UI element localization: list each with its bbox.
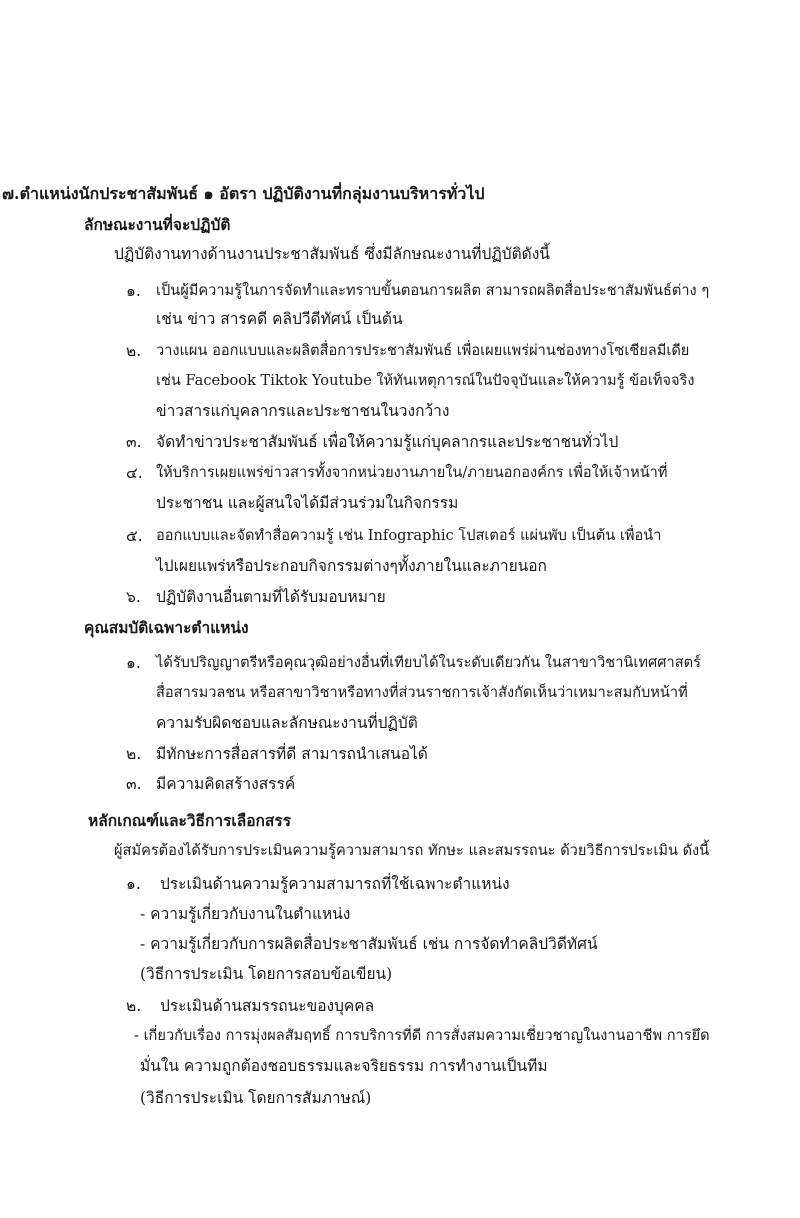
duties-intro: ปฏิบัติงานทางด้านงานประชาสัมพันธ์ ซึ่งมีลักษณะงานที่ปฏิบัติดังนี้ [114, 245, 550, 263]
duty-line: ไปเผยแพร่หรือประกอบกิจกรรมต่างๆทั้งภายในและภายนอก [156, 557, 547, 575]
duty-number: ๓. [126, 433, 142, 451]
qualification-number: ๓. [126, 775, 142, 793]
duty-number: ๒. [126, 342, 142, 360]
selection-number: ๒. [126, 997, 142, 1015]
qualification-line: มีทักษะการสื่อสารที่ดี สามารถนำเสนอได้ [156, 745, 428, 763]
qualification-line: มีความคิดสร้างสรรค์ [156, 775, 296, 793]
selection-sub: - เกี่ยวกับเรื่อง การมุ่งผลสัมฤทธิ์ การบริการที่ดี การสั่งสมความเชี่ยวชาญในงานอาชีพ การยึด [134, 1027, 710, 1044]
selection-sub: - ความรู้เกี่ยวกับการผลิตสื่อประชาสัมพันธ์ เช่น การจัดทำคลิปวิดีทัศน์ [140, 935, 598, 953]
duty-line: ออกแบบและจัดทำสื่อความรู้ เช่น Infographic โปสเตอร์ แผ่นพับ เป็นต้น เพื่อนำ [156, 527, 662, 544]
selection-method: (วิธีการประเมิน โดยการสัมภาษณ์) [140, 1089, 372, 1107]
qualification-line: สื่อสารมวลชน หรือสาขาวิชาหรือทางที่ส่วนราชการเจ้าสังกัดเห็นว่าเหมาะสมกับหน้าที่ [156, 684, 688, 701]
selection-label: ประเมินด้านความรู้ความสามารถที่ใช้เฉพาะตำแหน่ง [160, 875, 510, 893]
qualification-line: ได้รับปริญญาตรีหรือคุณวุฒิอย่างอื่นที่เทียบได้ในระดับเดียวกัน ในสาขาวิชานิเทศศาสตร์ [156, 654, 701, 671]
duty-line: เป็นผู้มีความรู้ในการจัดทำและทราบขั้นตอนการผลิต สามารถผลิตสื่อประชาสัมพันธ์ต่าง ๆ [156, 282, 710, 299]
qualification-line: ความรับผิดชอบและลักษณะงานที่ปฏิบัติ [156, 714, 418, 732]
duty-line: เช่น ข่าว สารคดี คลิปวีดีทัศน์ เป็นต้น [156, 310, 403, 328]
duty-line: เช่น Facebook Tiktok Youtube ให้ทันเหตุการณ์ในปัจจุบันและให้ความรู้ ข้อเท็จจริง [156, 372, 695, 389]
duty-line: วางแผน ออกแบบและผลิตสื่อการประชาสัมพันธ์ เพื่อเผยแพร่ผ่านช่องทางโซเชียลมีเดีย [156, 342, 690, 359]
qualification-number: ๒. [126, 745, 142, 763]
selection-sub: - ความรู้เกี่ยวกับงานในตำแหน่ง [140, 905, 351, 923]
qualifications-title: คุณสมบัติเฉพาะตำแหน่ง [84, 618, 249, 637]
duty-number: ๖. [126, 588, 141, 606]
duty-number: ๕. [126, 527, 143, 545]
duty-number: ๔. [126, 464, 143, 482]
duty-number: ๑. [126, 282, 141, 300]
selection-label: ประเมินด้านสมรรถนะของบุคคล [160, 997, 375, 1015]
selection-method: (วิธีการประเมิน โดยการสอบข้อเขียน) [140, 965, 393, 983]
selection-sub: มั่นใน ความถูกต้องชอบธรรมและจริยธรรม การทำงานเป็นทีม [140, 1057, 548, 1075]
selection-number: ๑. [126, 875, 141, 893]
duty-line: ประชาชน และผู้สนใจได้มีส่วนร่วมในกิจกรรม [156, 494, 459, 512]
duty-line: ให้บริการเผยแพร่ข่าวสารทั้งจากหน่วยงานภายใน/ภายนอกองค์กร เพื่อให้เจ้าหน้าที่ [156, 464, 668, 481]
duty-line: จัดทำข่าวประชาสัมพันธ์ เพื่อให้ความรู้แก่บุคลากรและประชาชนทั่วไป [156, 433, 619, 451]
selection-intro: ผู้สมัครต้องได้รับการประเมินความรู้ความสามารถ ทักษะ และสมรรถนะ ด้วยวิธีการประเมิน ดังนี้ [114, 842, 710, 859]
duties-title: ลักษณะงานที่จะปฏิบัติ [84, 215, 231, 234]
duty-line: ข่าวสารแก่บุคลากรและประชาชนในวงกว้าง [156, 402, 450, 420]
position-heading: ๗.ตำแหน่งนักประชาสัมพันธ์ ๑ อัตรา ปฏิบัติงานที่กลุ่มงานบริหารทั่วไป [2, 184, 485, 203]
selection-title: หลักเกณฑ์และวิธีการเลือกสรร [88, 811, 292, 830]
qualification-number: ๑. [126, 654, 141, 672]
duty-line: ปฏิบัติงานอื่นตามที่ได้รับมอบหมาย [156, 588, 386, 606]
